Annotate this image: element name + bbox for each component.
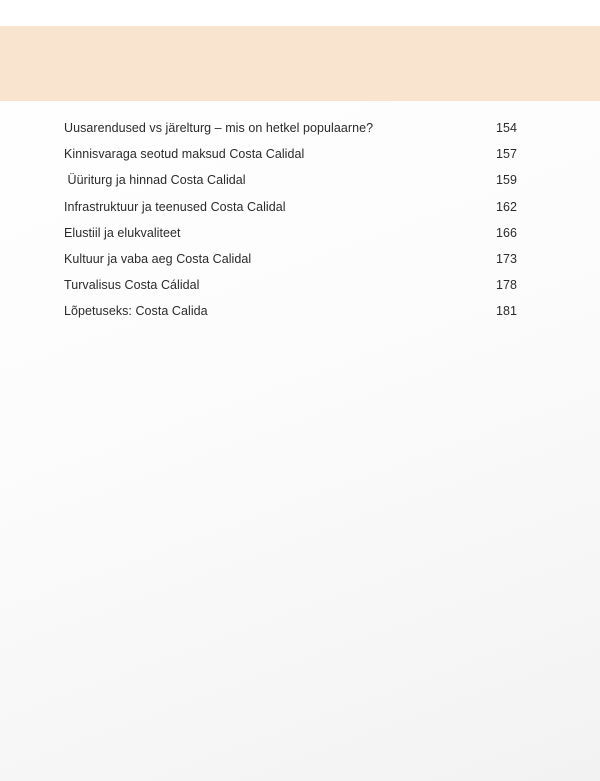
toc-entry-title: Infrastruktuur ja teenused Costa Calidal	[64, 199, 286, 214]
toc-entry-page: 166	[495, 225, 517, 240]
toc-entry[interactable]	[64, 275, 517, 301]
toc-entry-title: Lõpetuseks: Costa Calida	[64, 304, 208, 319]
toc-entry-page: 159	[495, 173, 517, 188]
toc-entry[interactable]	[64, 249, 517, 275]
toc-entry-page: 178	[495, 278, 517, 293]
toc-entry-title: Kinnisvaraga seotud maksud Costa Calidal	[64, 147, 305, 162]
toc-entry-page: 157	[495, 147, 517, 162]
toc-entry-page: 181	[495, 304, 517, 319]
table-of-contents	[64, 118, 517, 328]
toc-entry-title: Turvalisus Costa Cálidal	[64, 278, 200, 293]
page-top-margin	[0, 0, 600, 26]
toc-entry[interactable]	[64, 197, 517, 223]
toc-entry-title: Elustiil ja elukvaliteet	[64, 225, 181, 240]
toc-entry-title: Uusarendused vs järelturg – mis on hetkel populaarne?	[64, 121, 374, 135]
toc-entry[interactable]	[64, 144, 517, 170]
toc-entry[interactable]	[64, 301, 517, 327]
toc-entry-page: 173	[495, 251, 517, 266]
toc-entry[interactable]	[64, 170, 517, 196]
toc-entry-title: Üüriturg ja hinnad Costa Calidal	[64, 173, 246, 188]
toc-entry-page: 162	[495, 199, 517, 214]
toc-entry-page: 154	[495, 121, 517, 135]
toc-entry-title: Kultuur ja vaba aeg Costa Calidal	[64, 251, 252, 266]
toc-entry[interactable]	[64, 223, 517, 249]
toc-entry[interactable]	[64, 118, 517, 144]
header-band	[0, 26, 600, 101]
